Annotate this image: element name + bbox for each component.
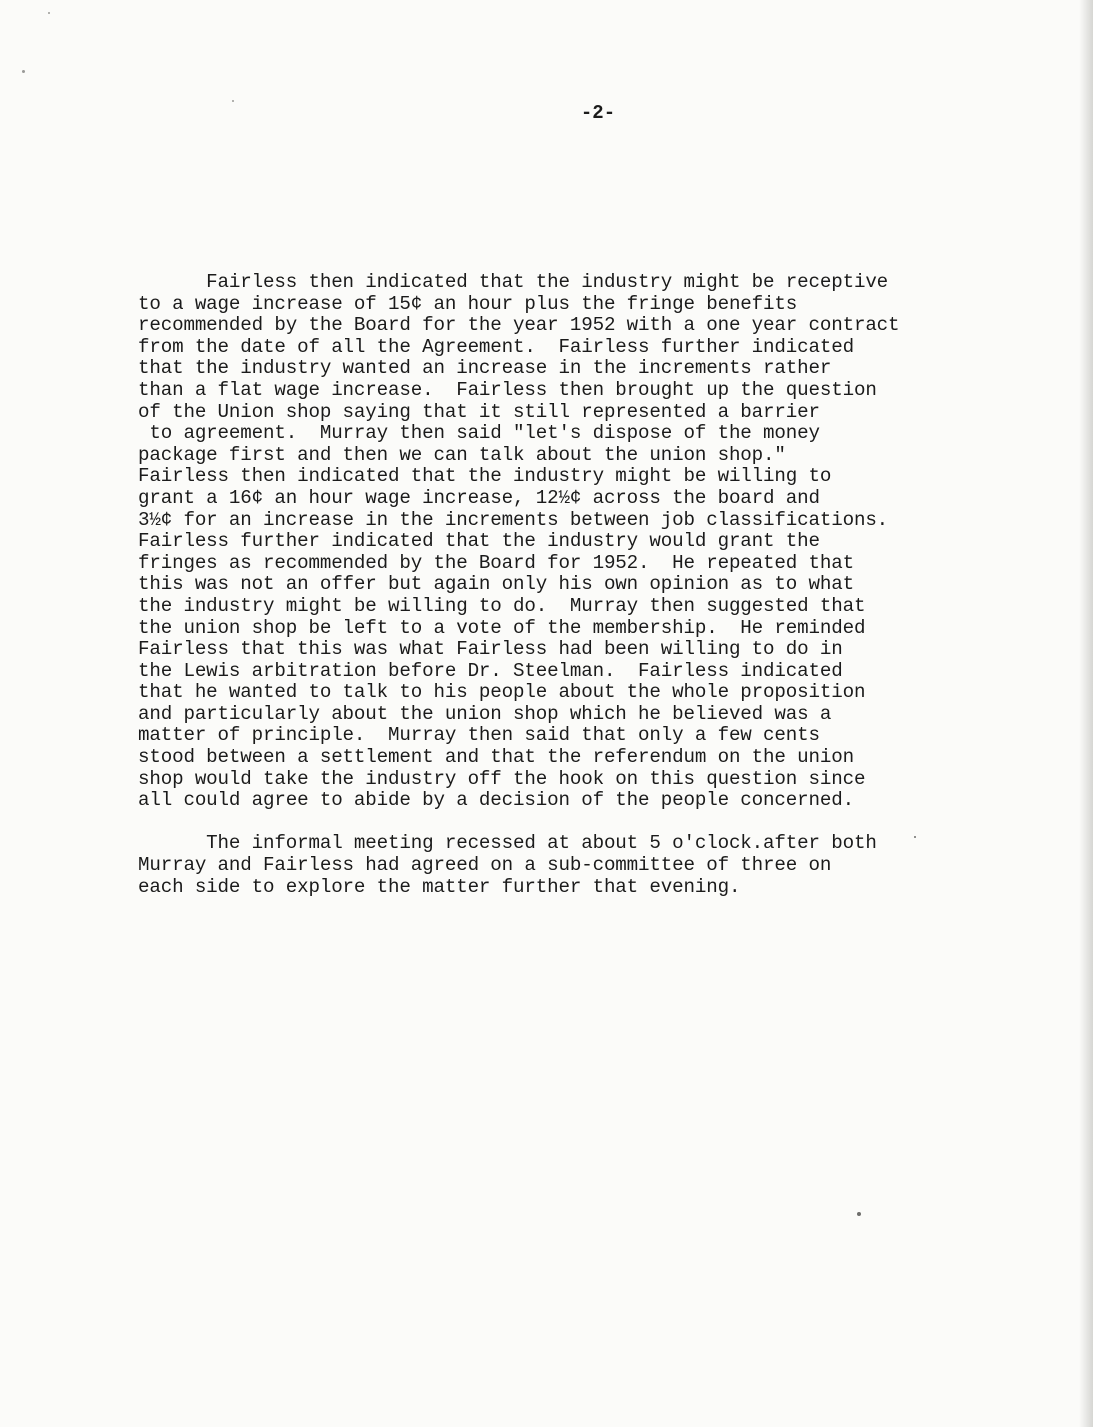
text-line: fringes as recommended by the Board for 1952. He repeated that <box>138 551 854 574</box>
page-number: -2- <box>580 102 616 124</box>
letter-body <box>138 272 983 898</box>
paper-speck <box>232 100 234 102</box>
text-line: that he wanted to talk to his people about the whole proposition <box>138 681 866 704</box>
text-line: that the industry wanted an increase in the increments rather <box>138 357 832 380</box>
text-line: to a wage increase of 15¢ an hour plus the fringe benefits <box>138 292 798 315</box>
text-line: the Lewis arbitration before Dr. Steelman. Fairless indicated <box>138 659 843 682</box>
text-line: this was not an offer but again only his own opinion as to what <box>138 573 854 596</box>
text-line: Fairless then indicated that the industry might be receptive <box>138 271 889 293</box>
page-edge-shadow <box>1079 0 1093 1427</box>
text-line: grant a 16¢ an hour wage increase, 12½¢ across the board and <box>138 486 820 509</box>
text-line: Fairless that this was what Fairless had been willing to do in <box>138 638 843 661</box>
text-line: 3½¢ for an increase in the increments between job classifications. <box>138 508 889 531</box>
paper-speck <box>22 70 25 73</box>
text-line: the industry might be willing to do. Murray then suggested that <box>138 594 866 617</box>
text-line: the union shop be left to a vote of the membership. He reminded <box>138 616 866 639</box>
paragraph-2 <box>138 833 983 898</box>
text-line: and particularly about the union shop which he believed was a <box>138 702 832 725</box>
text-line: Fairless then indicated that the industry might be willing to <box>138 465 832 488</box>
text-line: to agreement. Murray then said "let's dispose of the money <box>138 422 820 445</box>
paper-speck <box>48 12 50 14</box>
text-line: stood between a settlement and that the referendum on the union <box>138 746 854 769</box>
paper-speck <box>857 1212 861 1216</box>
text-line: of the Union shop saying that it still represented a barrier <box>138 400 820 423</box>
text-line: Murray and Fairless had agreed on a sub-committee of three on <box>138 854 832 877</box>
text-line: recommended by the Board for the year 1952 with a one year contract <box>138 314 900 337</box>
text-line: each side to explore the matter further that evening. <box>138 875 741 898</box>
text-line: shop would take the industry off the hook on this question since <box>138 767 866 790</box>
paragraph-spacer <box>138 812 983 834</box>
text-line: from the date of all the Agreement. Fairless further indicated <box>138 335 854 358</box>
text-line: Fairless further indicated that the industry would grant the <box>138 530 820 553</box>
text-line: all could agree to abide by a decision of the people concerned. <box>138 789 854 812</box>
text-line: matter of principle. Murray then said that only a few cents <box>138 724 820 747</box>
text-line: package first and then we can talk about the union shop." <box>138 443 786 466</box>
paragraph-1 <box>138 272 983 812</box>
text-line: than a flat wage increase. Fairless then brought up the question <box>138 378 877 401</box>
text-line: The informal meeting recessed at about 5 o'clock.after both <box>138 832 877 855</box>
